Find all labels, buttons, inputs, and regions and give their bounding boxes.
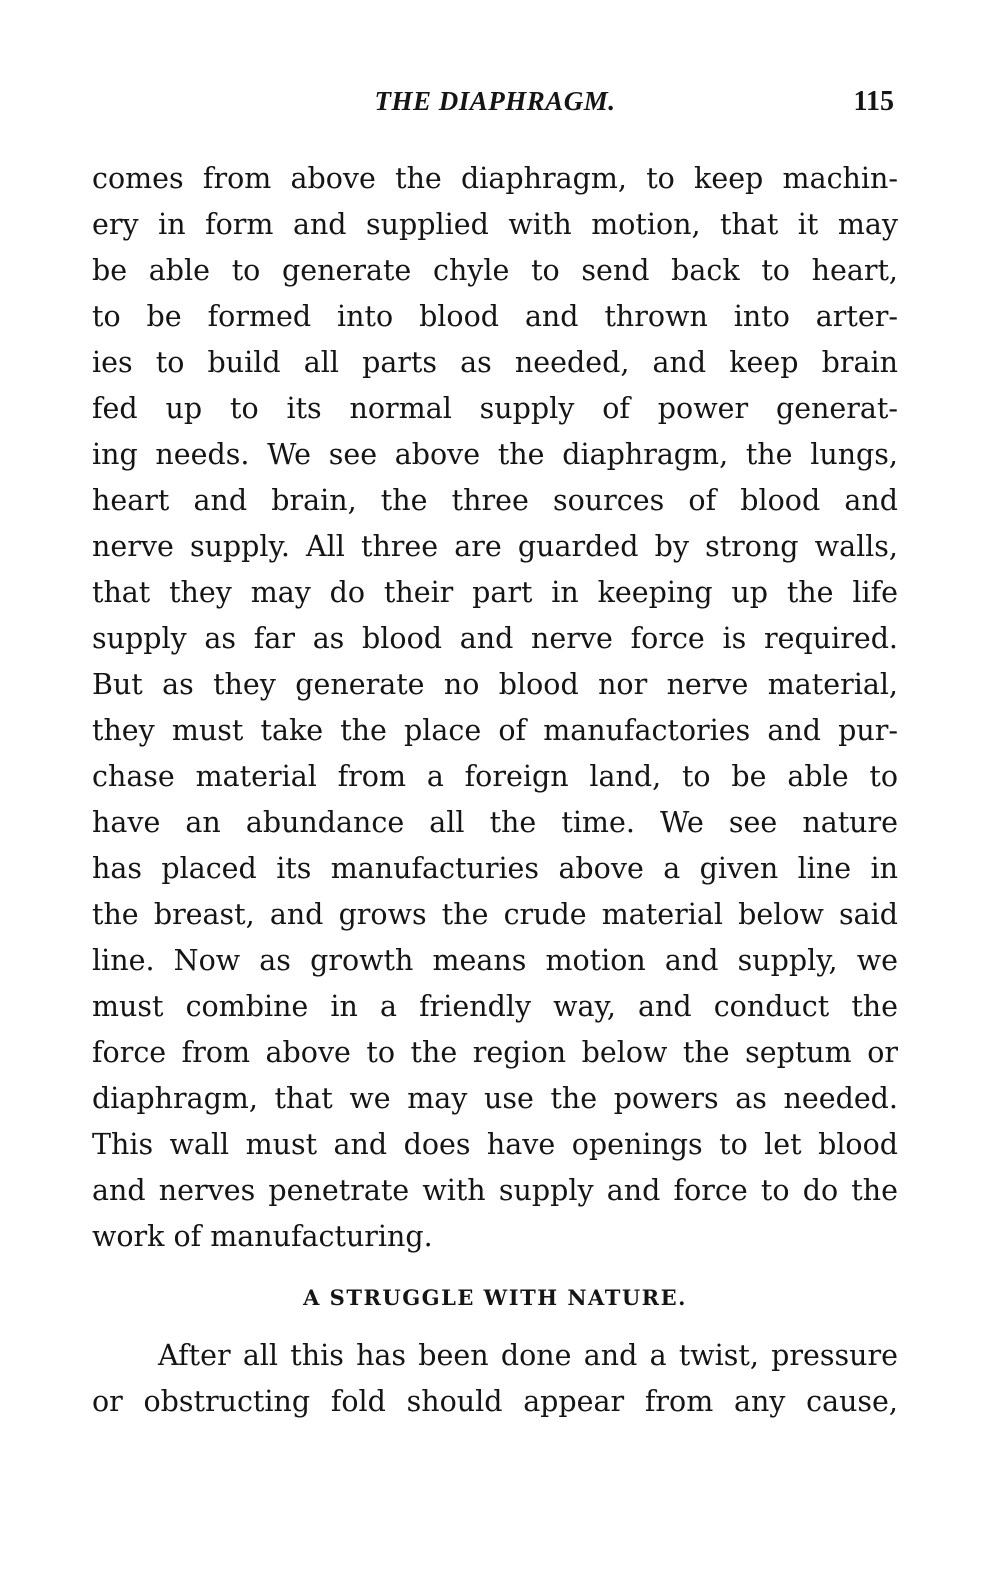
text-line: and nerves penetrate with supply and force to do the: [92, 1174, 898, 1207]
text-line: ies to build all parts as needed, and keep brain: [92, 346, 898, 379]
text-line: heart and brain, the three sources of blood and: [92, 484, 898, 517]
paragraph-2: [92, 1333, 898, 1425]
text-line: diaphragm, that we may use the powers as needed.: [92, 1082, 898, 1115]
text-line: be able to generate chyle to send back to heart,: [92, 254, 898, 287]
text-line: After all this has been done and a twist, pressure: [158, 1339, 898, 1372]
paragraph-1: [92, 156, 898, 1260]
text-line: they must take the place of manufactories and pur-: [92, 714, 898, 747]
text-line: that they may do their part in keeping up the life: [92, 576, 898, 609]
text-line: ery in form and supplied with motion, that it may: [92, 208, 898, 241]
text-line: fed up to its normal supply of power generat-: [92, 392, 898, 425]
text-line: But as they generate no blood nor nerve material,: [92, 668, 898, 701]
text-line: or obstructing fold should appear from any cause,: [92, 1385, 898, 1418]
text-line: to be formed into blood and thrown into arter-: [92, 300, 898, 333]
text-line: force from above to the region below the septum or: [92, 1036, 898, 1069]
text-line: must combine in a friendly way, and conduct the: [92, 990, 898, 1023]
text-line: has placed its manufacturies above a given line in: [92, 852, 898, 885]
text-line: the breast, and grows the crude material below said: [92, 898, 898, 931]
text-line: This wall must and does have openings to let blood: [92, 1128, 898, 1161]
text-line: chase material from a foreign land, to be able to: [92, 760, 898, 793]
text-line: supply as far as blood and nerve force is required.: [92, 622, 898, 655]
text-line: comes from above the diaphragm, to keep machin-: [92, 162, 898, 195]
page-number: 115: [853, 86, 894, 117]
section-heading: A STRUGGLE WITH NATURE.: [303, 1285, 687, 1310]
text-line: have an abundance all the time. We see nature: [92, 806, 898, 839]
running-head: [92, 86, 898, 126]
text-line: ing needs. We see above the diaphragm, the lungs,: [92, 438, 898, 471]
text-line: nerve supply. All three are guarded by strong walls,: [92, 530, 898, 563]
running-title: THE DIAPHRAGM.: [374, 86, 616, 116]
text-line: line. Now as growth means motion and supply, we: [92, 944, 898, 977]
text-line: work of manufacturing.: [92, 1220, 433, 1253]
